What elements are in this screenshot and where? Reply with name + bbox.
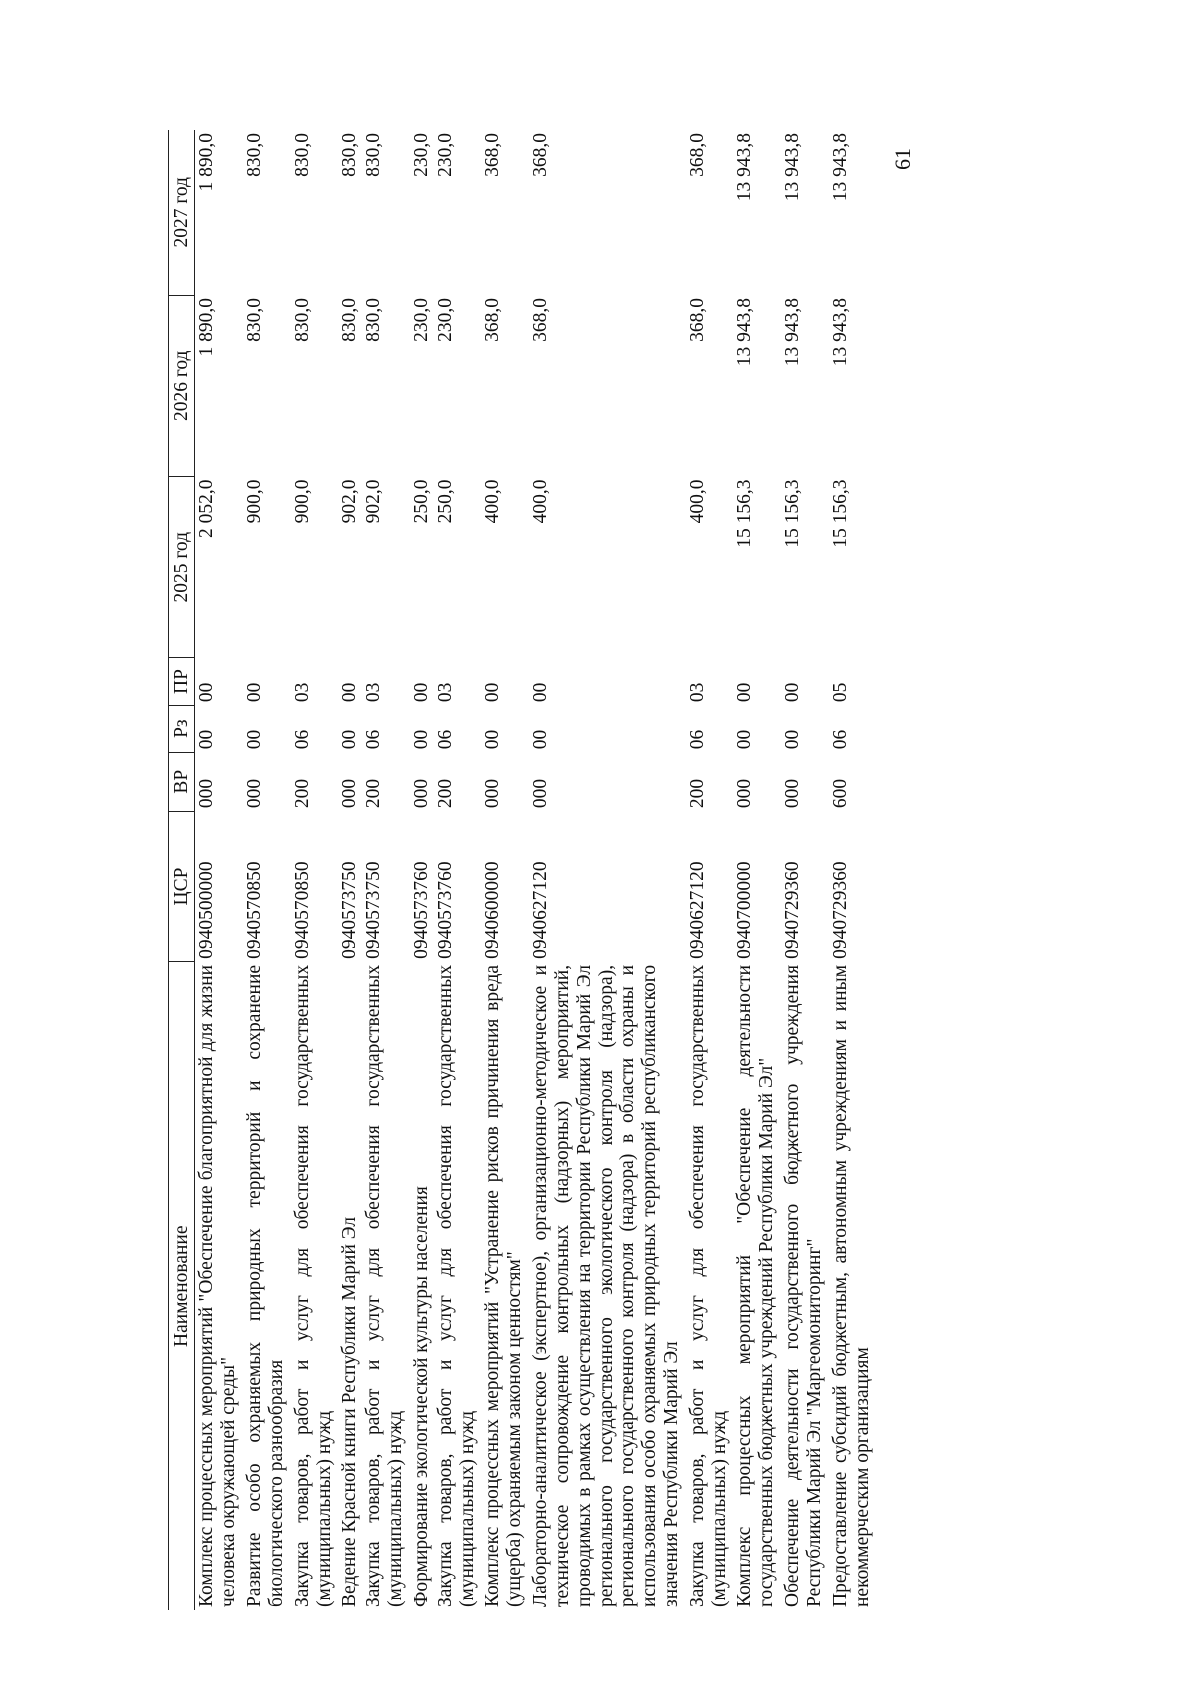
- row-2025: 902,0: [363, 479, 385, 524]
- row-csr: 0940729360: [782, 861, 804, 959]
- row-vr: 000: [196, 778, 218, 809]
- row-2025: 250,0: [434, 479, 456, 524]
- row-vr: 000: [244, 778, 266, 809]
- row-2026: 830,0: [339, 298, 361, 342]
- row-2026: 368,0: [530, 298, 552, 342]
- table-row: [408, 130, 434, 1610]
- table-row: [336, 130, 362, 1610]
- row-2026: 13 943,8: [734, 298, 756, 367]
- row-rz: 06: [363, 729, 385, 750]
- row-name: Лабораторно-аналитическое (экспертное), организационно-методическое и техническое сопровождение контрольных (надзорных) мероприятий, проводимых в рамках осуществления на территории Республики Марий Эл регионального государственного экологического контроля (надзора), регионального государственного контроля (надзора) в области охраны и использования особо охраняемых природных территорий республиканского значения Республики Марий Эл: [530, 964, 682, 1607]
- row-rz: 06: [291, 729, 313, 750]
- row-2026: 830,0: [291, 298, 313, 342]
- row-rz: 00: [244, 729, 266, 750]
- table-row: [289, 130, 337, 1610]
- row-2025: 400,0: [686, 479, 708, 524]
- rotated-content: [168, 130, 968, 1610]
- header-2025: 2025 год: [169, 477, 195, 658]
- row-2027: 13 943,8: [734, 133, 756, 202]
- row-2026: 230,0: [410, 298, 432, 342]
- table-header-row: [169, 130, 195, 1610]
- header-pr: ПР: [169, 658, 195, 705]
- row-pr: 00: [339, 682, 361, 703]
- row-2027: 830,0: [291, 133, 313, 177]
- row-rz: 06: [434, 729, 456, 750]
- header-vr: ВР: [169, 752, 195, 811]
- row-2025: 15 156,3: [734, 479, 756, 548]
- row-rz: 00: [410, 729, 432, 750]
- row-pr: 03: [291, 682, 313, 703]
- table-row: [479, 130, 527, 1610]
- row-vr: 200: [434, 778, 456, 809]
- row-name: Закупка товаров, работ и услуг для обеспечения государственных (муниципальных) нужд: [434, 964, 478, 1607]
- row-name: Закупка товаров, работ и услуг для обеспечения государственных (муниципальных) нужд: [291, 964, 335, 1607]
- row-2026: 368,0: [482, 298, 504, 342]
- row-pr: 03: [686, 682, 708, 703]
- row-vr: 600: [829, 778, 851, 809]
- row-2027: 368,0: [530, 133, 552, 177]
- row-2027: 230,0: [410, 133, 432, 177]
- table-row: [684, 130, 732, 1610]
- row-2026: 830,0: [244, 298, 266, 342]
- row-2027: 13 943,8: [782, 133, 804, 202]
- row-rz: 00: [734, 729, 756, 750]
- row-name: Комплекс процессных мероприятий "Обеспечение благоприятной для жизни человека окружающей среды": [196, 964, 240, 1607]
- row-2026: 1 890,0: [196, 298, 218, 357]
- row-2026: 230,0: [434, 298, 456, 342]
- row-name: Развитие особо охраняемых природных территорий и сохранение биологического разнообразия: [244, 964, 287, 1607]
- table-row: [362, 130, 408, 1610]
- row-2027: 368,0: [482, 133, 504, 177]
- row-2027: 368,0: [686, 133, 708, 177]
- row-name: Предоставление субсидий бюджетным, автономным учреждениям и иным некоммерческим организациям: [829, 964, 873, 1607]
- row-2026: 13 943,8: [829, 298, 851, 367]
- row-name: Комплекс процессных мероприятий "Обеспечение деятельности государственных бюджетных учреждений Республики Марий Эл": [734, 964, 778, 1607]
- row-2025: 900,0: [244, 479, 266, 524]
- row-csr: 0940500000: [196, 861, 218, 959]
- row-vr: 000: [734, 778, 756, 809]
- row-2025: 902,0: [339, 479, 361, 524]
- row-2027: 230,0: [434, 133, 456, 177]
- row-pr: 00: [410, 682, 432, 703]
- row-vr: 000: [482, 778, 504, 809]
- row-2027: 1 890,0: [196, 133, 218, 192]
- table-row: [827, 130, 875, 1610]
- table-row: [195, 130, 241, 1610]
- row-name: Формирование экологической культуры населения: [410, 1186, 432, 1607]
- row-2026: 830,0: [363, 298, 385, 342]
- row-rz: 00: [482, 729, 504, 750]
- row-2027: 830,0: [339, 133, 361, 177]
- row-2027: 13 943,8: [829, 133, 851, 202]
- row-2025: 15 156,3: [782, 479, 804, 548]
- header-2027: 2027 год: [169, 130, 195, 295]
- row-csr: 0940600000: [482, 861, 504, 959]
- row-pr: 00: [482, 682, 504, 703]
- row-csr: 0940700000: [734, 861, 756, 959]
- page-number: 61: [890, 148, 915, 170]
- row-rz: 00: [339, 729, 361, 750]
- row-rz: 00: [530, 729, 552, 750]
- row-csr: 0940573760: [434, 861, 456, 959]
- row-2026: 13 943,8: [782, 298, 804, 367]
- row-rz: 06: [829, 729, 851, 750]
- row-name: Обеспечение деятельности государственного бюджетного учреждения Республики Марий Эл "Маргеомониторинг": [782, 964, 825, 1607]
- row-pr: 00: [244, 682, 266, 703]
- row-rz: 00: [782, 729, 804, 750]
- header-2026: 2026 год: [169, 295, 195, 476]
- table-row: [731, 130, 779, 1610]
- row-2025: 400,0: [482, 479, 504, 524]
- row-csr: 0940729360: [829, 861, 851, 959]
- table-body: [195, 130, 875, 1610]
- row-2025: 400,0: [530, 479, 552, 524]
- row-2026: 368,0: [686, 298, 708, 342]
- row-rz: 06: [686, 729, 708, 750]
- row-vr: 200: [363, 778, 385, 809]
- table-row: [434, 130, 480, 1610]
- row-pr: 05: [829, 682, 851, 703]
- row-csr: 0940573760: [410, 861, 432, 959]
- row-name: Комплекс процессных мероприятий "Устранение рисков причинения вреда (ущерба) охраняемым законом ценностям": [482, 964, 526, 1607]
- row-csr: 0940627120: [686, 861, 708, 959]
- row-2027: 830,0: [244, 133, 266, 177]
- row-vr: 000: [410, 778, 432, 809]
- row-pr: 00: [734, 682, 756, 703]
- row-csr: 0940573750: [339, 861, 361, 959]
- row-name: Закупка товаров, работ и услуг для обеспечения государственных (муниципальных) нужд: [686, 964, 730, 1607]
- row-pr: 00: [530, 682, 552, 703]
- row-vr: 200: [291, 778, 313, 809]
- row-name: Закупка товаров, работ и услуг для обеспечения государственных (муниципальных) нужд: [363, 964, 407, 1607]
- header-rz: Рз: [169, 705, 195, 752]
- row-vr: 000: [530, 778, 552, 809]
- row-pr: 03: [363, 682, 385, 703]
- row-name: Ведение Красной книги Республики Марий Эл: [339, 1216, 361, 1607]
- row-2025: 900,0: [291, 479, 313, 524]
- row-vr: 000: [339, 778, 361, 809]
- row-csr: 0940573750: [363, 861, 385, 959]
- row-vr: 200: [686, 778, 708, 809]
- header-name: Наименование: [169, 962, 195, 1610]
- row-2027: 830,0: [363, 133, 385, 177]
- row-csr: 0940570850: [291, 861, 313, 959]
- table-row: [527, 130, 684, 1610]
- table-row: [779, 130, 827, 1610]
- table-row: [241, 130, 289, 1610]
- row-rz: 00: [196, 729, 218, 750]
- header-csr: ЦСР: [169, 811, 195, 962]
- row-2025: 2 052,0: [196, 479, 218, 538]
- row-vr: 000: [782, 778, 804, 809]
- row-2025: 15 156,3: [829, 479, 851, 548]
- row-pr: 03: [434, 682, 456, 703]
- row-csr: 0940570850: [244, 861, 266, 959]
- row-2025: 250,0: [410, 479, 432, 524]
- row-pr: 00: [782, 682, 804, 703]
- row-pr: 00: [196, 682, 218, 703]
- budget-table: [168, 130, 874, 1610]
- row-csr: 0940627120: [530, 861, 552, 959]
